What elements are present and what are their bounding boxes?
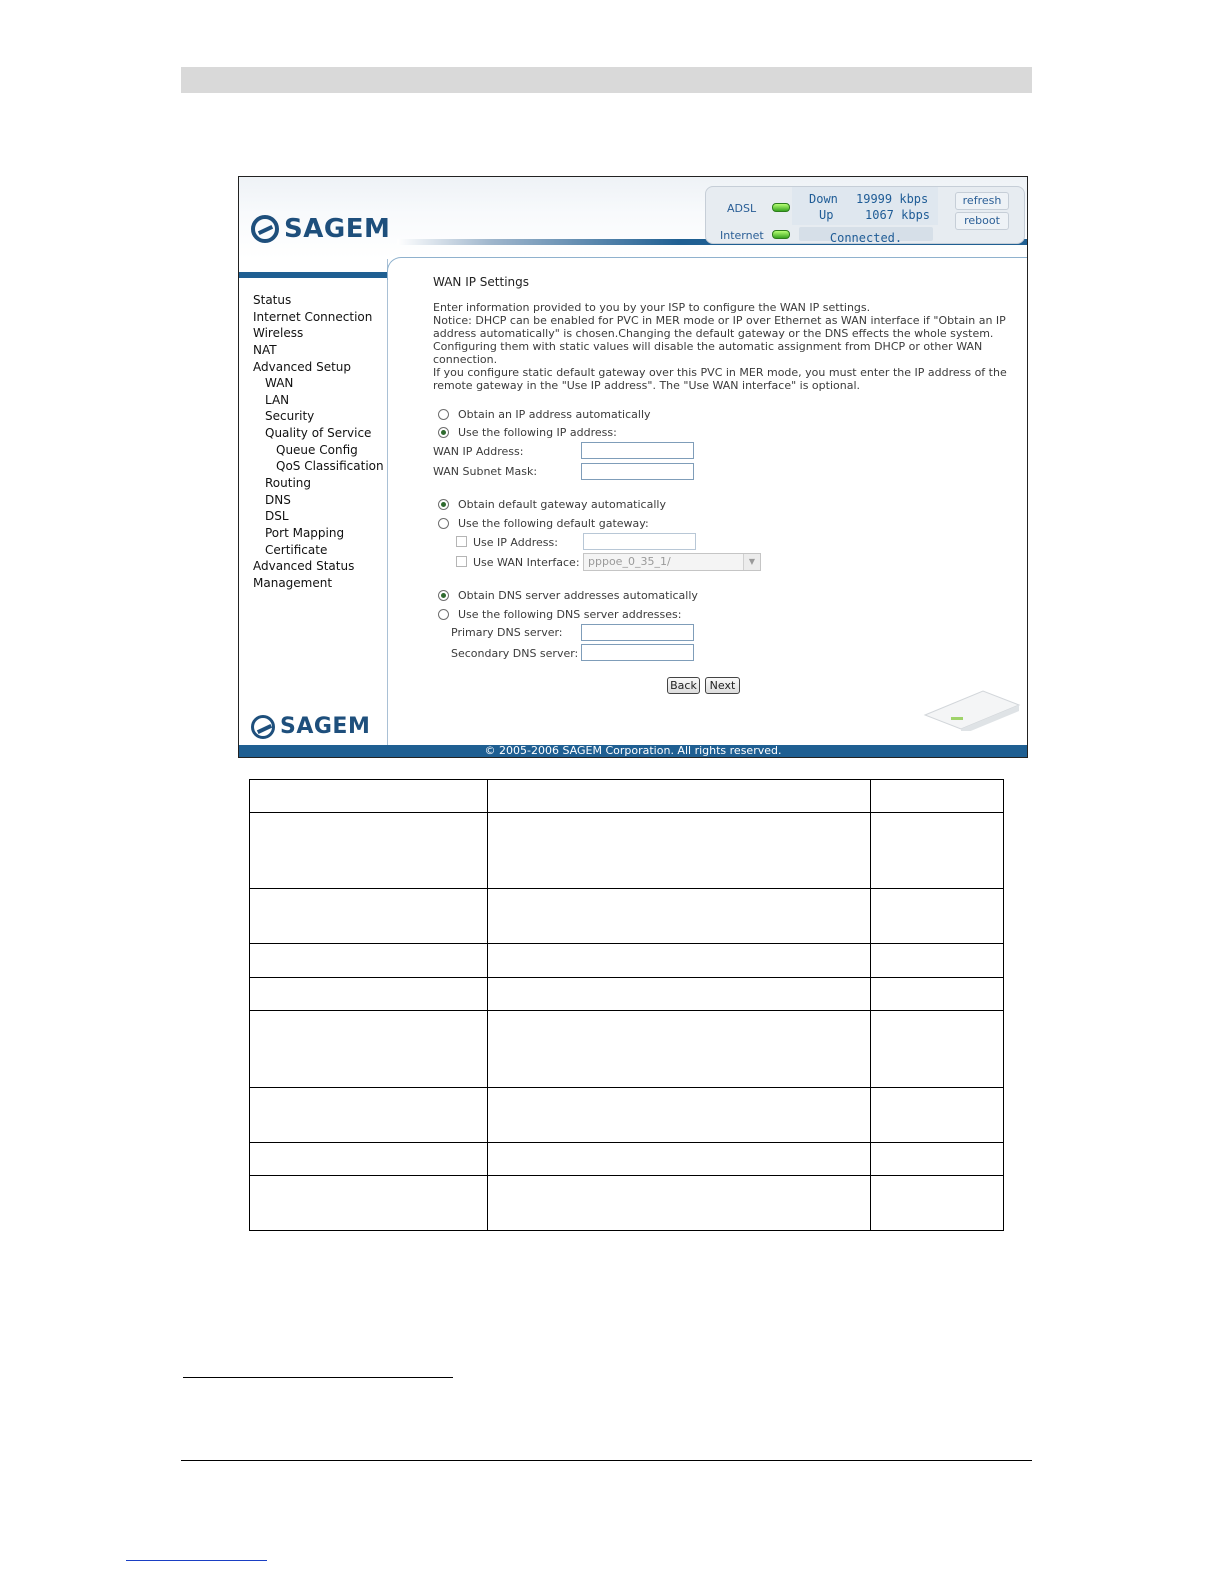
table-cell: [250, 813, 488, 889]
table-row: [250, 813, 1004, 889]
nav-dns[interactable]: DNS: [265, 493, 291, 507]
table-cell: [488, 978, 871, 1011]
wan-mask-label: WAN Subnet Mask:: [433, 465, 538, 478]
nav-port-mapping[interactable]: Port Mapping: [265, 526, 345, 540]
table-cell: [871, 889, 1004, 944]
gw-manual-radio[interactable]: [438, 518, 449, 529]
use-ip-checkbox[interactable]: [456, 536, 467, 547]
table-row: [250, 780, 1004, 813]
table-cell: [250, 780, 488, 813]
nav-advanced-status[interactable]: Advanced Status: [253, 559, 355, 573]
table-cell: [250, 978, 488, 1011]
table-row: [250, 1011, 1004, 1087]
nav-status[interactable]: Status: [253, 293, 292, 307]
down-label: Down: [809, 192, 838, 206]
nav-management[interactable]: Management: [253, 576, 333, 590]
nav-wireless[interactable]: Wireless: [253, 326, 304, 340]
intro-line: address automatically" is chosen.Changing the default gateway or the DNS effects the whole system.: [433, 327, 994, 340]
wan-ip-label: WAN IP Address:: [433, 445, 524, 458]
table-row: [250, 889, 1004, 944]
up-value: 1067 kbps: [865, 208, 931, 222]
table-row: [250, 978, 1004, 1011]
nav-qos-classification[interactable]: QoS Classification: [276, 459, 384, 473]
nav-lan[interactable]: LAN: [265, 393, 290, 407]
router-screenshot: [238, 176, 1028, 758]
use-wan-label: Use WAN Interface:: [473, 556, 580, 569]
table-cell: [250, 1011, 488, 1087]
use-ip-label: Use IP Address:: [473, 536, 558, 549]
nav-security[interactable]: Security: [265, 409, 315, 423]
nav-dsl[interactable]: DSL: [265, 509, 289, 523]
table-cell: [488, 1175, 871, 1230]
copyright-bar: © 2005-2006 SAGEM Corporation. All rights reserved.: [239, 745, 1027, 757]
table-cell: [871, 813, 1004, 889]
table-cell: [871, 1142, 1004, 1175]
nav-wan[interactable]: WAN: [265, 376, 294, 390]
footnote-separator: [183, 1377, 453, 1378]
back-button[interactable]: Back: [667, 677, 700, 694]
gw-manual-label: Use the following default gateway:: [458, 517, 649, 530]
link-underline[interactable]: [126, 1560, 267, 1561]
intro-line: If you configure static default gateway over this PVC in MER mode, you must enter the IP address of the: [433, 366, 1007, 379]
table-cell: [250, 1087, 488, 1142]
table-cell: [488, 1087, 871, 1142]
table-cell: [488, 780, 871, 813]
sagem-mark-icon: [251, 215, 279, 243]
table-cell: [871, 1175, 1004, 1230]
primary-dns-label: Primary DNS server:: [451, 626, 563, 639]
secondary-dns-label: Secondary DNS server:: [451, 647, 579, 660]
connection-status: Connected.: [799, 227, 933, 241]
adsl-label: ADSL: [727, 202, 757, 215]
intro-line: Notice: DHCP can be enabled for PVC in MER mode or IP over Ethernet as WAN interface if "Obtain an IP: [433, 314, 1006, 327]
nav-advanced-setup[interactable]: Advanced Setup: [253, 360, 352, 374]
table-cell: [488, 813, 871, 889]
wan-ip-input[interactable]: [581, 442, 694, 459]
ip-auto-label: Obtain an IP address automatically: [458, 408, 651, 421]
ip-manual-radio[interactable]: [438, 427, 449, 438]
intro-line: Enter information provided to you by your ISP to configure the WAN IP settings.: [433, 301, 871, 314]
wan-interface-select[interactable]: pppoe_0_35_1/ ▼: [583, 553, 761, 571]
use-ip-input[interactable]: [583, 533, 696, 550]
ip-auto-radio[interactable]: [438, 409, 449, 420]
gw-auto-radio[interactable]: [438, 499, 449, 510]
table-cell: [488, 1011, 871, 1087]
table-row: [250, 944, 1004, 978]
nav-certificate[interactable]: Certificate: [265, 543, 328, 557]
table-row: [250, 1087, 1004, 1142]
dns-auto-radio[interactable]: [438, 590, 449, 601]
sidebar-topbar: [239, 272, 388, 278]
gw-auto-label: Obtain default gateway automatically: [458, 498, 666, 511]
router-device-image: [921, 687, 1021, 731]
table-cell: [871, 978, 1004, 1011]
intro-line: connection.: [433, 353, 498, 366]
next-button[interactable]: Next: [705, 677, 740, 694]
table-cell: [488, 889, 871, 944]
nav-quality-of-service[interactable]: Quality of Service: [265, 426, 372, 440]
footer-rule: [181, 1460, 1032, 1461]
internet-led-icon: [772, 230, 790, 239]
table-cell: [250, 944, 488, 978]
table-row: [250, 1175, 1004, 1230]
reboot-button[interactable]: reboot: [955, 212, 1009, 230]
dns-manual-radio[interactable]: [438, 609, 449, 620]
table-cell: [488, 1142, 871, 1175]
sagem-logo: SAGEM: [251, 214, 390, 244]
table-cell: [871, 1087, 1004, 1142]
adsl-led-icon: [772, 203, 790, 212]
refresh-button[interactable]: refresh: [955, 192, 1009, 210]
intro-line: Configuring them with static values will disable the automatic assignment from DHCP or other WAN: [433, 340, 983, 353]
table-row: [250, 1142, 1004, 1175]
table-cell: [871, 1011, 1004, 1087]
sagem-logo-bottom: SAGEM: [251, 714, 370, 739]
down-value: 19999 kbps: [856, 192, 929, 206]
nav-nat[interactable]: NAT: [253, 343, 277, 357]
table-cell: [871, 944, 1004, 978]
table-cell: [250, 1175, 488, 1230]
table-cell: [488, 944, 871, 978]
chevron-down-icon: ▼: [743, 554, 760, 570]
secondary-dns-input[interactable]: [581, 644, 694, 661]
table-cell: [871, 780, 1004, 813]
nav-routing[interactable]: Routing: [265, 476, 312, 490]
internet-label: Internet: [720, 229, 764, 242]
up-label: Up: [819, 208, 834, 222]
ip-manual-label: Use the following IP address:: [458, 426, 617, 439]
nav-queue-config[interactable]: Queue Config: [276, 443, 358, 457]
dns-auto-label: Obtain DNS server addresses automatically: [458, 589, 698, 602]
dns-manual-label: Use the following DNS server addresses:: [458, 608, 682, 621]
page-title: WAN IP Settings: [433, 275, 530, 289]
table-cell: [250, 1142, 488, 1175]
intro-line: remote gateway in the "Use IP address". The "Use WAN interface" is optional.: [433, 379, 861, 392]
use-wan-checkbox[interactable]: [456, 556, 467, 567]
wan-mask-input[interactable]: [581, 463, 694, 480]
parameter-table: [249, 779, 1004, 1231]
primary-dns-input[interactable]: [581, 624, 694, 641]
table-cell: [250, 889, 488, 944]
nav-internet-connection[interactable]: Internet Connection: [253, 310, 373, 324]
sagem-mark-icon: [251, 715, 275, 739]
header-band: [181, 67, 1032, 93]
